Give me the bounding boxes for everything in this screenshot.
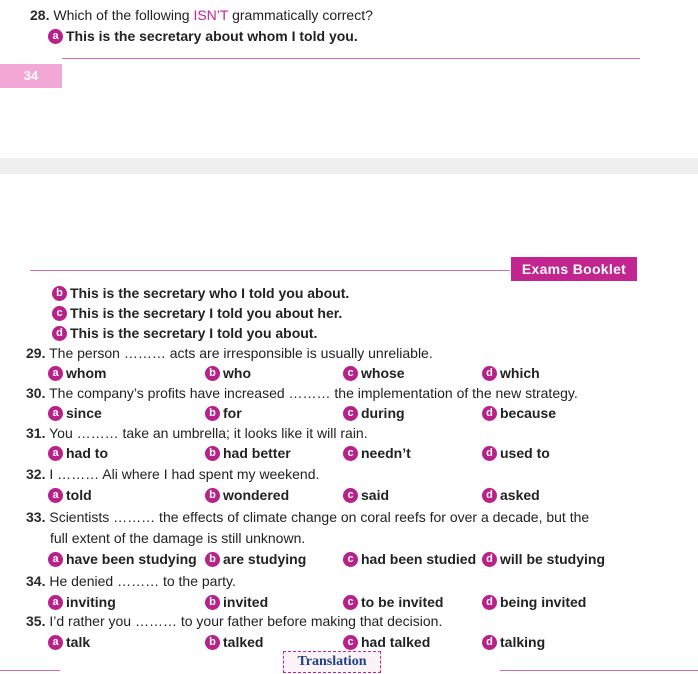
question-35	[26, 613, 442, 629]
option-d[interactable]: d because	[482, 405, 556, 421]
option-a[interactable]: a talk	[48, 634, 90, 650]
question-31	[26, 425, 368, 441]
question-number: 29.	[26, 345, 46, 361]
option-a[interactable]: a have been studying	[48, 551, 197, 567]
option-b[interactable]: b for	[205, 405, 242, 421]
option-a[interactable]: a whom	[48, 365, 106, 381]
option-b[interactable]: b who	[205, 365, 251, 381]
option-b[interactable]: b This is the secretary who I told you about.	[52, 285, 349, 301]
option-marker: c	[343, 406, 358, 421]
highlighted-word: ISN’T	[193, 7, 229, 23]
option-marker: a	[48, 552, 63, 567]
option-marker: c	[343, 595, 358, 610]
question-text: The company’s profits have increased ……… the implementation of the new strategy.	[49, 385, 578, 401]
option-c[interactable]: c whose	[343, 365, 405, 381]
option-d[interactable]: d used to	[482, 445, 550, 461]
option-a[interactable]: a had to	[48, 445, 108, 461]
option-marker: d	[482, 635, 497, 650]
question-29	[26, 345, 433, 361]
option-marker: a	[48, 446, 63, 461]
option-d[interactable]: d which	[482, 365, 540, 381]
option-marker: d	[482, 552, 497, 567]
option-marker: d	[52, 326, 67, 341]
option-a[interactable]: a told	[48, 487, 92, 503]
option-marker: b	[205, 635, 220, 650]
option-b[interactable]: b invited	[205, 594, 268, 610]
option-c[interactable]: c said	[343, 487, 389, 503]
option-a[interactable]: a since	[48, 405, 102, 421]
option-marker: d	[482, 595, 497, 610]
option-a[interactable]: a inviting	[48, 594, 116, 610]
question-33-continued: full extent of the damage is still unknown.	[50, 530, 306, 546]
translation-badge[interactable]: Translation	[283, 651, 381, 673]
option-marker: d	[482, 406, 497, 421]
question-text: He denied ……… to the party.	[49, 573, 236, 589]
option-b[interactable]: b wondered	[205, 487, 289, 503]
question-text: You ……… take an umbrella; it looks like it will rain.	[49, 425, 368, 441]
page-number-badge: 34	[0, 64, 62, 88]
option-c[interactable]: c to be invited	[343, 594, 443, 610]
option-marker: c	[343, 488, 358, 503]
divider	[62, 58, 640, 59]
question-30	[26, 385, 578, 401]
question-33	[26, 509, 589, 525]
option-marker: a	[48, 635, 63, 650]
option-marker: c	[343, 366, 358, 381]
footer-rule-right	[500, 670, 698, 671]
option-marker: b	[205, 595, 220, 610]
option-marker: d	[482, 366, 497, 381]
option-marker: a	[48, 29, 63, 44]
option-marker: a	[48, 366, 63, 381]
option-marker: b	[205, 488, 220, 503]
option-marker: b	[205, 406, 220, 421]
option-marker: a	[48, 488, 63, 503]
option-marker: a	[48, 595, 63, 610]
option-b[interactable]: b talked	[205, 634, 263, 650]
option-c[interactable]: c during	[343, 405, 405, 421]
question-number: 33.	[26, 509, 46, 525]
question-text: The person ……… acts are irresponsible is usually unreliable.	[49, 345, 433, 361]
question-number: 32.	[26, 466, 46, 482]
option-d[interactable]: d asked	[482, 487, 540, 503]
option-marker: b	[52, 286, 67, 301]
question-number: 34.	[26, 573, 46, 589]
option-d[interactable]: d being invited	[482, 594, 586, 610]
option-c[interactable]: c had talked	[343, 634, 430, 650]
question-34	[26, 573, 236, 589]
option-marker: c	[343, 446, 358, 461]
option-a[interactable]: a This is the secretary about whom I told you.	[48, 28, 358, 44]
question-text: I’d rather you ……… to your father before making that decision.	[49, 613, 443, 629]
question-28: 28. Which of the following ISN’T grammatically correct?	[30, 7, 373, 23]
option-b[interactable]: b are studying	[205, 551, 306, 567]
option-marker: a	[48, 406, 63, 421]
question-text: I ……… Ali where I had spent my weekend.	[49, 466, 320, 482]
option-marker: c	[343, 635, 358, 650]
option-d[interactable]: d This is the secretary I told you about.	[52, 325, 317, 341]
option-marker: b	[205, 366, 220, 381]
option-marker: d	[482, 446, 497, 461]
question-text: Scientists ……… the effects of climate change on coral reefs for over a decade, but the	[49, 509, 590, 525]
option-c[interactable]: c had been studied	[343, 551, 476, 567]
option-d[interactable]: d talking	[482, 634, 545, 650]
question-number: 30.	[26, 385, 46, 401]
option-marker: c	[52, 306, 67, 321]
option-marker: b	[205, 446, 220, 461]
page-gap	[0, 158, 698, 174]
footer-rule-left	[0, 670, 60, 671]
option-d[interactable]: d will be studying	[482, 551, 605, 567]
option-marker: d	[482, 488, 497, 503]
question-number: 28.	[30, 7, 50, 23]
option-c[interactable]: c This is the secretary I told you about her.	[52, 305, 342, 321]
option-marker: b	[205, 552, 220, 567]
exams-booklet-badge: Exams Booklet	[511, 257, 637, 281]
header-rule	[30, 270, 510, 271]
question-number: 35.	[26, 613, 46, 629]
question-number: 31.	[26, 425, 46, 441]
question-32	[26, 466, 319, 482]
option-b[interactable]: b had better	[205, 445, 291, 461]
option-c[interactable]: c needn’t	[343, 445, 411, 461]
option-marker: c	[343, 552, 358, 567]
